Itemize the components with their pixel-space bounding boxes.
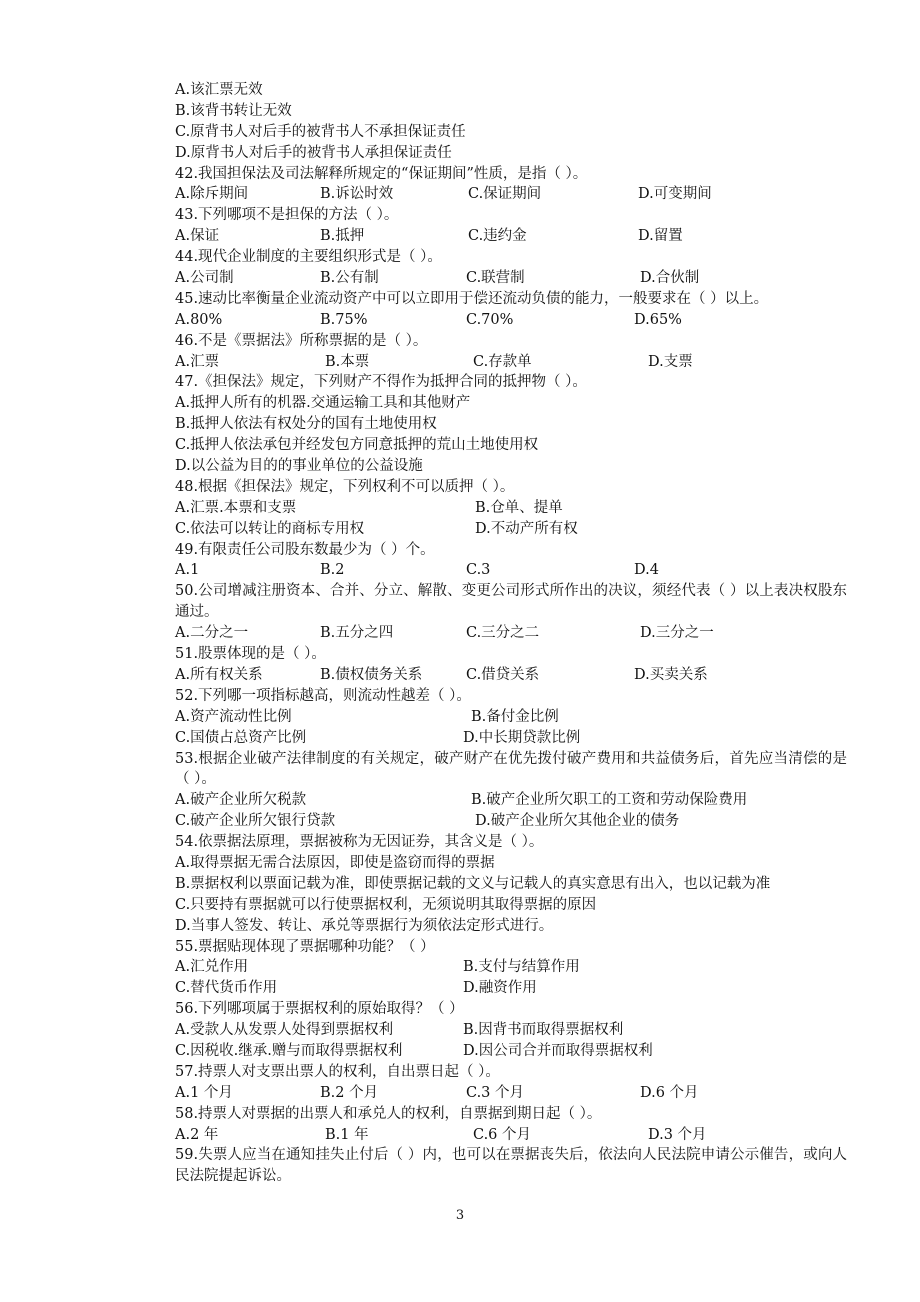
question-47: 47.《担保法》规定，下列财产不得作为抵押合同的抵押物（ ）。 [175, 374, 587, 391]
option-c: C.6 个月 [473, 1126, 532, 1143]
page-number: 3 [455, 1208, 465, 1223]
option-d: D.支票 [648, 353, 693, 370]
option-b: B.仓单、提单 [475, 499, 563, 516]
option-b: B.债权债务关系 [320, 666, 423, 683]
question-52: 52.下列哪一项指标越高，则流动性越差（ ）。 [175, 687, 471, 704]
options-45 [175, 310, 847, 331]
option-d: D.可变期间 [638, 186, 712, 203]
option-c: C.借贷关系 [466, 666, 540, 683]
option-b: B.支付与结算作用 [463, 959, 580, 976]
option-c: C.70% [466, 311, 514, 328]
question-51: 51.股票体现的是（ ）。 [175, 646, 326, 663]
option-c: C.存款单 [473, 353, 532, 370]
option-line: B.该背书转让无效 [175, 102, 292, 119]
option-a: A.资产流动性比例 [175, 708, 292, 725]
question-43: 43.下列哪项不是担保的方法（ ）。 [175, 207, 399, 224]
option-a: A.受款人从发票人处得到票据权利 [175, 1022, 394, 1039]
option-d: D.不动产所有权 [475, 520, 578, 537]
option-d: D.4 [634, 562, 659, 579]
option-a: A.汇票.本票和支票 [175, 499, 297, 516]
options-53-row1 [175, 790, 847, 811]
option-a: A.80% [175, 311, 223, 328]
option-a: A.所有权关系 [175, 666, 263, 683]
option-a: A.2 年 [175, 1126, 219, 1143]
option-b: B.本票 [325, 353, 370, 370]
option-c: C.3 个月 [466, 1084, 525, 1101]
question-50: 50.公司增减注册资本、合并、分立、解散、变更公司形式所作出的决议，须经代表（ ）以上表决权股东通过。 [175, 583, 847, 621]
option-a: A.公司制 [175, 270, 234, 287]
options-43 [175, 226, 847, 247]
option-c: C.违约金 [468, 228, 527, 245]
option-b: B.破产企业所欠职工的工资和劳动保险费用 [471, 792, 748, 809]
options-52-row1 [175, 707, 847, 728]
option-a: A.保证 [175, 228, 220, 245]
option-d: D.6 个月 [640, 1084, 699, 1101]
option-d: D.中长期贷款比例 [463, 729, 581, 746]
question-54: 54.依票据法原理，票据被称为无因证券，其含义是（ ）。 [175, 834, 544, 851]
question-55: 55.票据贴现体现了票据哪种功能？（ ） [175, 938, 435, 955]
option-d: D.当事人签发、转让、承兑等票据行为须依法定形式进行。 [175, 917, 554, 934]
option-d: D.三分之一 [640, 625, 714, 642]
option-d: D.留置 [638, 228, 683, 245]
question-46: 46.不是《票据法》所称票据的是（ ）。 [175, 332, 428, 349]
option-b: B.五分之四 [320, 625, 394, 642]
options-53-row2 [175, 811, 847, 832]
option-b: B.票据权利以票面记载为准，即使票据记载的文义与记载人的真实意思有出入，也以记载为准 [175, 875, 771, 892]
option-a: A.汇兑作用 [175, 959, 249, 976]
question-58: 58.持票人对票据的出票人和承兑人的权利，自票据到期日起（ ）。 [175, 1105, 602, 1122]
question-42: 42.我国担保法及司法解释所规定的“保证期间”性质，是指（ ）。 [175, 165, 588, 182]
options-50 [175, 623, 847, 644]
option-b: B.公有制 [320, 270, 379, 287]
option-b: B.抵押人依法有权处分的国有土地使用权 [175, 416, 437, 433]
option-c: C.因税收.继承.赠与而取得票据权利 [175, 1043, 403, 1060]
options-58 [175, 1125, 847, 1146]
option-a: A.汇票 [175, 353, 220, 370]
options-48-row2 [175, 519, 847, 540]
option-a: A.取得票据无需合法原因，即使是盗窃而得的票据 [175, 855, 495, 872]
question-45: 45.速动比率衡量企业流动资产中可以立即用于偿还流动负债的能力，一般要求在（ ）以上。 [175, 290, 769, 307]
options-49 [175, 560, 847, 581]
option-b: B.备付金比例 [471, 708, 559, 725]
question-44: 44.现代企业制度的主要组织形式是（ ）。 [175, 249, 442, 266]
option-d: D.3 个月 [648, 1126, 707, 1143]
options-46 [175, 352, 847, 373]
option-c: C.破产企业所欠银行贷款 [175, 813, 336, 830]
option-a: A.1 [175, 562, 200, 579]
option-d: D.破产企业所欠其他企业的债务 [475, 813, 680, 830]
option-a: A.抵押人所有的机器.交通运输工具和其他财产 [175, 395, 471, 412]
option-c: C.保证期间 [468, 186, 542, 203]
option-line: A.该汇票无效 [175, 82, 263, 98]
question-53: 53.根据企业破产法律制度的有关规定，破产财产在优先拨付破产费用和共益债务后，首先应当清偿的是（ ）。 [175, 750, 847, 788]
options-56-row1 [175, 1020, 847, 1041]
options-44 [175, 268, 847, 289]
option-c: C.联营制 [466, 270, 525, 287]
options-52-row2 [175, 728, 847, 749]
option-b: B.2 个月 [320, 1084, 379, 1101]
options-42 [175, 184, 847, 205]
options-48-row1 [175, 498, 847, 519]
question-48: 48.根据《担保法》规定，下列权利不可以质押（ ）。 [175, 478, 515, 495]
option-a: A.二分之一 [175, 625, 249, 642]
option-c: C.只要持有票据就可以行使票据权利，无须说明其取得票据的原因 [175, 896, 597, 913]
option-b: B.因背书而取得票据权利 [463, 1022, 624, 1039]
option-b: B.诉讼时效 [320, 186, 394, 203]
options-51 [175, 665, 847, 686]
options-55-row1 [175, 957, 847, 978]
option-a: A.1 个月 [175, 1084, 233, 1101]
options-55-row2 [175, 978, 847, 999]
option-c: C.三分之二 [466, 625, 540, 642]
option-d: D.65% [634, 311, 682, 328]
option-d: D.以公益为目的的事业单位的公益设施 [175, 458, 423, 475]
option-a: A.破产企业所欠税款 [175, 792, 307, 809]
option-b: B.1 年 [325, 1126, 369, 1143]
option-line: D.原背书人对后手的被背书人承担保证责任 [175, 144, 452, 161]
option-b: B.抵押 [320, 228, 365, 245]
question-49: 49.有限责任公司股东数最少为（ ）个。 [175, 541, 435, 558]
option-d: D.合伙制 [640, 270, 700, 287]
page-content [175, 80, 847, 1187]
option-c: C.抵押人依法承包并经发包方同意抵押的荒山土地使用权 [175, 437, 539, 454]
option-line: C.原背书人对后手的被背书人不承担保证责任 [175, 123, 466, 140]
question-59: 59.失票人应当在通知挂失止付后（ ）内，也可以在票据丧失后，依法向人民法院申请公示催告，或向人民法院提起诉讼。 [175, 1147, 847, 1185]
option-d: D.买卖关系 [634, 666, 708, 683]
option-b: B.2 [320, 562, 345, 579]
option-b: B.75% [320, 311, 368, 328]
question-56: 56.下列哪项属于票据权利的原始取得？（ ） [175, 1001, 464, 1018]
options-56-row2 [175, 1041, 847, 1062]
option-d: D.因公司合并而取得票据权利 [463, 1043, 653, 1060]
option-c: C.国债占总资产比例 [175, 729, 307, 746]
option-c: C.3 [466, 562, 491, 579]
option-c: C.依法可以转让的商标专用权 [175, 520, 365, 537]
option-c: C.替代货币作用 [175, 980, 278, 997]
options-57 [175, 1083, 847, 1104]
question-57: 57.持票人对支票出票人的权利，自出票日起（ ）。 [175, 1063, 500, 1080]
option-a: A.除斥期间 [175, 186, 249, 203]
option-d: D.融资作用 [463, 980, 537, 997]
